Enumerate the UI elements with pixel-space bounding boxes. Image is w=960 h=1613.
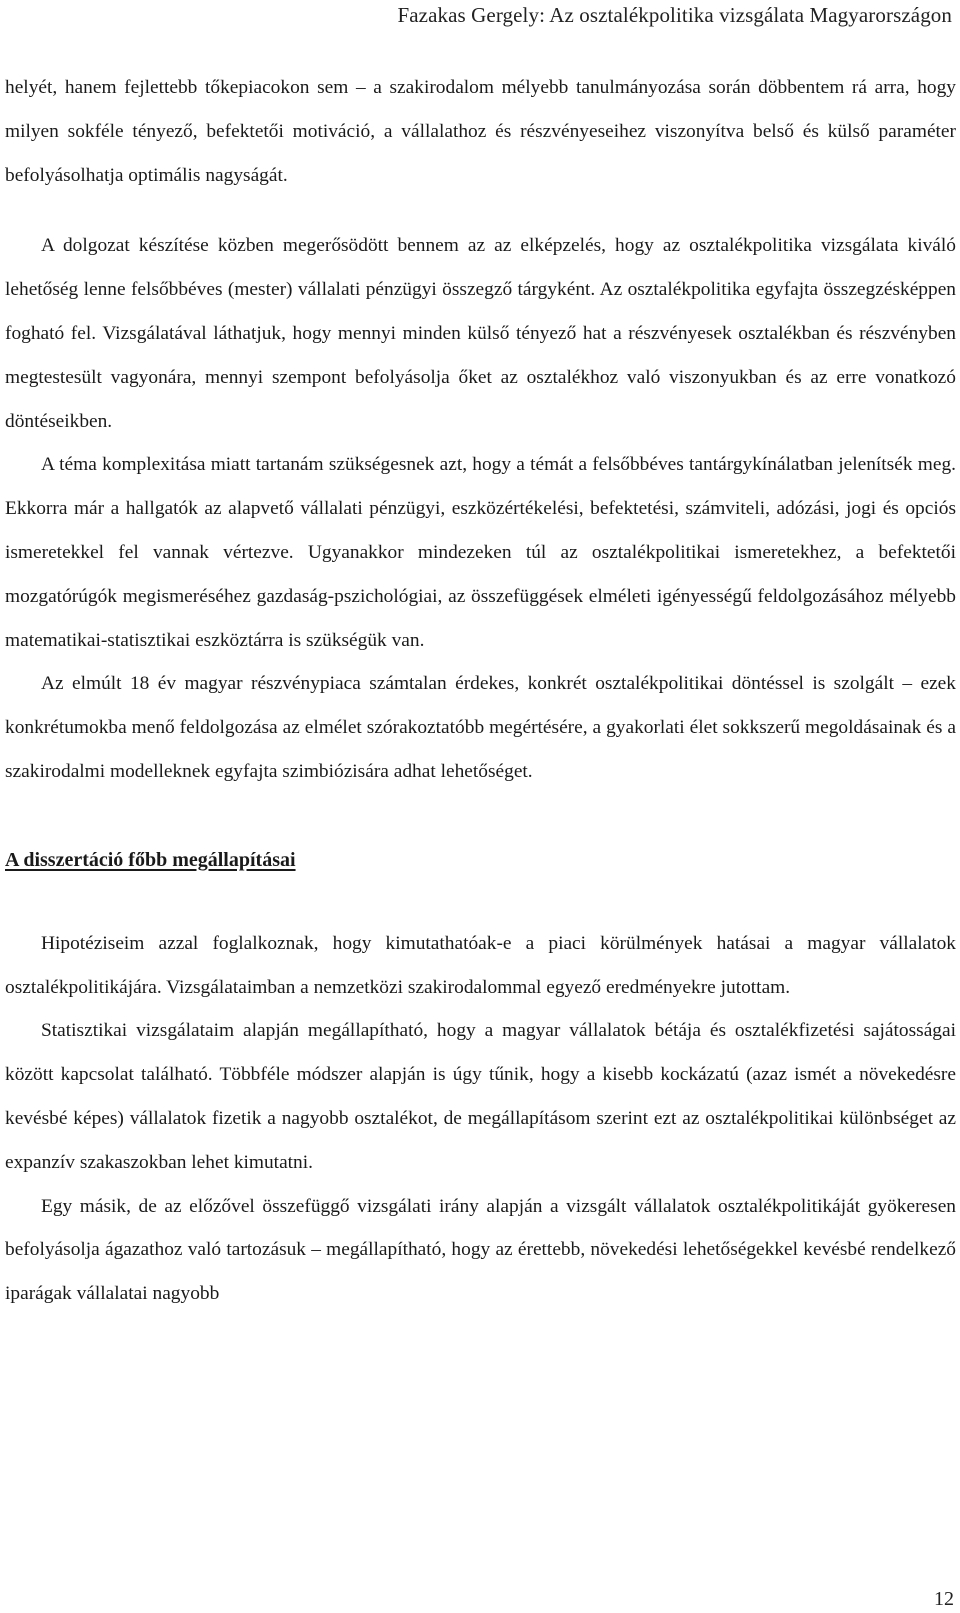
paragraph: Hipotéziseim azzal foglalkoznak, hogy kimutathatóak-e a piaci körülmények hatásai a magyar vállalatok osztalékpolitikájára. Vizsgálataimban a nemzetközi szakirodalommal egyező eredményekre jutottam. (5, 932, 956, 998)
page-number: 12 (934, 1588, 954, 1610)
paragraph: Az elmúlt 18 év magyar részvénypiaca számtalan érdekes, konkrét osztalékpolitikai döntéssel is szolgált – ezek konkrétumokba menő feldolgozása az elmélet szórakoztatóbb megértésére, a gyakorlati élet sokkszerű megoldásainak és a szakirodalmi modelleknek egyfajta szimbiózisára adhat lehetőséget. (5, 673, 956, 782)
document-body (5, 66, 956, 1316)
paragraph: Statisztikai vizsgálataim alapján megállapítható, hogy a magyar vállalatok bétája és osztalékfizetési sajátosságai között kapcsolat található. Többféle módszer alapján is úgy tűnik, hogy a kisebb kockázatú (azaz ismét a növekedésre kevésbé képes) vállalatok fizetik a nagyobb osztalékot, de megállapításom szerint ezt az osztalékpolitikai különbséget az expanzív szakaszokban lehet kimutatni. (5, 1020, 956, 1173)
paragraph-continuation: helyét, hanem fejlettebb tőkepiacokon sem – a szakirodalom mélyebb tanulmányozása során döbbentem rá arra, hogy milyen sokféle tényező, befektetői motiváció, a vállalathoz és részvényeseihez viszonyítva belső és külső paraméter befolyásolhatja optimális nagyságát. (5, 77, 956, 186)
running-header: Fazakas Gergely: Az osztalékpolitika vizsgálata Magyarországon (397, 3, 952, 27)
section-heading: A disszertáció főbb megállapításai (5, 848, 296, 871)
paragraph: A téma komplexitása miatt tartanám szükségesnek azt, hogy a témát a felsőbbéves tantárgykínálatban jelenítsék meg. Ekkorra már a hallgatók az alapvető vállalati pénzügyi, eszközértékelési, befektetési, számviteli, adózási, jogi és opciós ismeretekkel fel vannak vértezve. Ugyanakkor mindezeken túl az osztalékpolitikai ismeretekhez, a befektetői mozgatórúgók megismeréséhez gazdaság-pszichológiai, az összefüggések elméleti igényességű feldolgozásához mélyebb matematikai-statisztikai eszköztárra is szükségük van. (5, 454, 956, 651)
paragraph: Egy másik, de az előzővel összefüggő vizsgálati irány alapján a vizsgált vállalatok osztalékpolitikáját gyökeresen befolyásolja ágazathoz való tartozásuk – megállapítható, hogy az érettebb, növekedési lehetőségekkel kevésbé rendelkező iparágak vállalatai nagyobb (5, 1195, 956, 1305)
paragraph: A dolgozat készítése közben megerősödött bennem az az elképzelés, hogy az osztalékpolitika vizsgálata kiváló lehetőség lenne felsőbbéves (mester) vállalati pénzügyi összegző tárgyként. Az osztalékpolitika egyfajta összegzésképpen fogható fel. Vizsgálatával láthatjuk, hogy mennyi minden külső tényező hat a részvényesek osztalékban és részvényben megtestesült vagyonára, mennyi szempont befolyásolja őket az osztalékhoz való viszonyukban és az erre vonatkozó döntéseikben. (5, 235, 956, 432)
